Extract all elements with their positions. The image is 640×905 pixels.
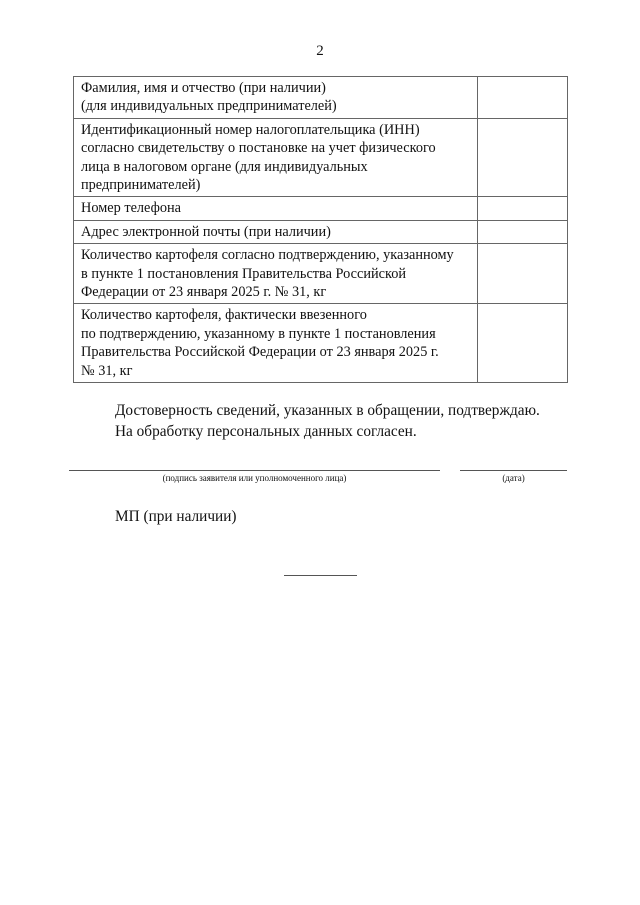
accuracy-confirmation-text: Достоверность сведений, указанных в обращении, подтверждаю. [115, 402, 540, 419]
inn-value[interactable] [478, 118, 568, 197]
confirmed-quantity-value[interactable] [478, 244, 568, 304]
date-caption: (дата) [502, 473, 525, 483]
page-number: 2 [316, 43, 324, 59]
table-row-confirmed-quantity [74, 244, 568, 304]
document-end-line [284, 575, 357, 576]
seal-label: МП (при наличии) [115, 508, 237, 525]
imported-quantity-value[interactable] [478, 304, 568, 383]
phone-value[interactable] [478, 197, 568, 220]
imported-quantity-label: Количество картофеля, фактически ввезенного по подтверждению, указанному в пункте 1 постановления Правительства Российской Федерации от 23 января 2025 г. № 31, кг [74, 304, 478, 383]
inn-label: Идентификационный номер налогоплательщика (ИНН) согласно свидетельству о постановке на учет физического лица в налоговом органе (для индивидуальных предпринимателей) [74, 118, 478, 197]
confirmation-statement [115, 400, 595, 442]
table-row-inn [74, 118, 568, 197]
full-name-value[interactable] [478, 77, 568, 119]
confirmed-quantity-label: Количество картофеля согласно подтверждению, указанному в пункте 1 постановления Правительства Российской Федерации от 23 января 2025 г. № 31, кг [74, 244, 478, 304]
signature-caption: (подпись заявителя или уполномоченного лица) [162, 473, 347, 483]
table-row-full-name [74, 77, 568, 119]
table-row-imported-quantity [74, 304, 568, 383]
phone-label: Номер телефона [74, 197, 478, 220]
table-row-phone [74, 197, 568, 220]
email-label: Адрес электронной почты (при наличии) [74, 220, 478, 243]
table-row-email [74, 220, 568, 243]
personal-data-consent-text: На обработку персональных данных согласен. [115, 423, 417, 440]
full-name-label: Фамилия, имя и отчество (при наличии) (для индивидуальных предпринимателей) [74, 77, 478, 119]
applicant-info-table [73, 76, 568, 383]
signature-line[interactable] [69, 470, 440, 471]
date-line[interactable] [460, 470, 567, 471]
email-value[interactable] [478, 220, 568, 243]
